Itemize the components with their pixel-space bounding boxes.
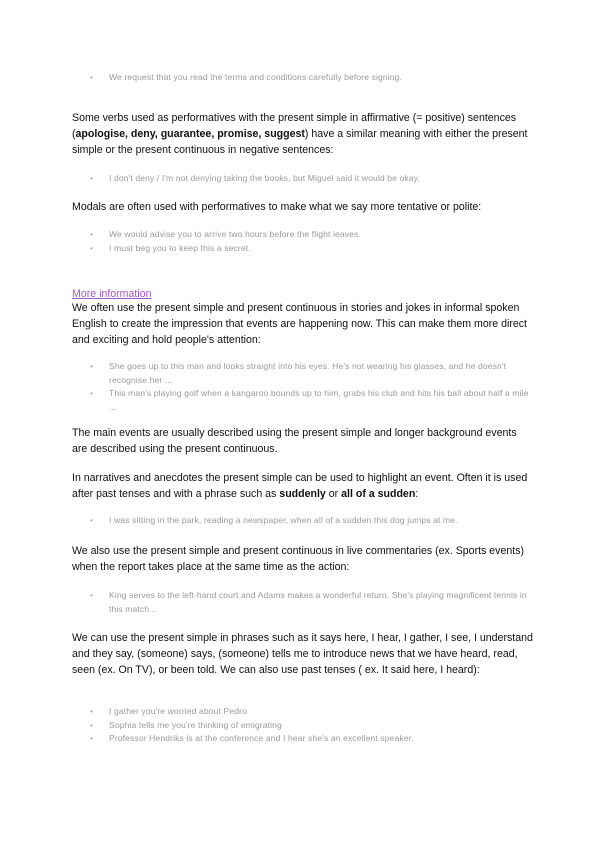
paragraph-news-phrases: We can use the present simple in phrases such as it says here, I hear, I gather, I see, I understand and they say, (someone) says, (someone) tells me to introduce news that we have heard, read, seen (ex. On TV), or been told. We can also use past tenses ( ex. It said here, I heard): xyxy=(72,632,533,676)
paragraph-narratives xyxy=(72,470,534,502)
example-list-4 xyxy=(90,360,530,414)
paragraph-stories: We often use the present simple and present continuous in stories and jokes in informal spoken English to create the impression that events are happening now. This can make them more direct and exciting and hold people's attention: xyxy=(72,302,527,346)
paragraph-text: ) have a similar meaning with either the present simple or the present continuous in negative sentences: xyxy=(72,128,528,156)
example-item: • I don't deny / I'm not denying taking the books, but Miguel said it would be okay. xyxy=(90,172,530,186)
paragraph-commentaries: We also use the present simple and present continuous in live commentaries (ex. Sports events) when the report takes place at the same time as the action: xyxy=(72,545,525,573)
example-item: • This man's playing golf when a kangaroo bounds up to him, grabs his club and hits his ball about half a mile ... xyxy=(90,387,530,414)
example-list-3 xyxy=(90,228,530,255)
example-item: • We request that you read the terms and conditions carefully before signing. xyxy=(90,71,530,85)
example-list-7 xyxy=(90,705,530,746)
example-item: • I gather you're worried about Pedro xyxy=(90,705,530,719)
example-item: • I was sitting in the park, reading a newspaper, when all of a sudden this dog jumps at me. xyxy=(90,514,530,528)
example-item: • Sophia tells me you're thinking of emigrating xyxy=(90,719,530,733)
paragraph-modals: Modals are often used with performatives to make what we say more tentative or polite: xyxy=(72,201,482,213)
example-item: • King serves to the left-hand court and Adams makes a wonderful return. She's playing magnificent tennis in this match... xyxy=(90,589,530,616)
paragraph-text: Some verbs used as performatives with the present simple in affirmative (= positive) sentences ( xyxy=(72,112,517,140)
bold-verbs: apologise, deny, guarantee, promise, suggest xyxy=(75,128,305,140)
paragraph-text: : xyxy=(415,488,419,500)
paragraph-text: In narratives and anecdotes the present simple can be used to highlight an event. Often it is used after past tenses and with a phrase such as xyxy=(72,472,528,500)
example-item: • Professor Hendriks is at the conference and I hear she's an excellent speaker. xyxy=(90,732,530,746)
example-item: • I must beg you to keep this a secret. xyxy=(90,242,530,256)
bold-phrase: suddenly xyxy=(279,488,326,500)
paragraph-text: or xyxy=(325,488,342,500)
paragraph-performatives xyxy=(72,110,534,158)
example-list-6 xyxy=(90,589,530,616)
paragraph-main-events: The main events are usually described using the present simple and longer background events are described using the present continuous. xyxy=(72,427,517,455)
example-list-2 xyxy=(90,172,530,186)
example-item: • We would advise you to arrive two hours before the flight leaves. xyxy=(90,228,530,242)
bold-phrase: all of a sudden xyxy=(341,488,416,500)
example-item: • She goes up to this man and looks straight into his eyes. He's not wearing his glasses, and he doesn't recognise her ... xyxy=(90,360,530,387)
example-list-1 xyxy=(90,71,530,85)
example-list-5 xyxy=(90,514,530,528)
more-information-link[interactable]: More information xyxy=(72,288,152,300)
